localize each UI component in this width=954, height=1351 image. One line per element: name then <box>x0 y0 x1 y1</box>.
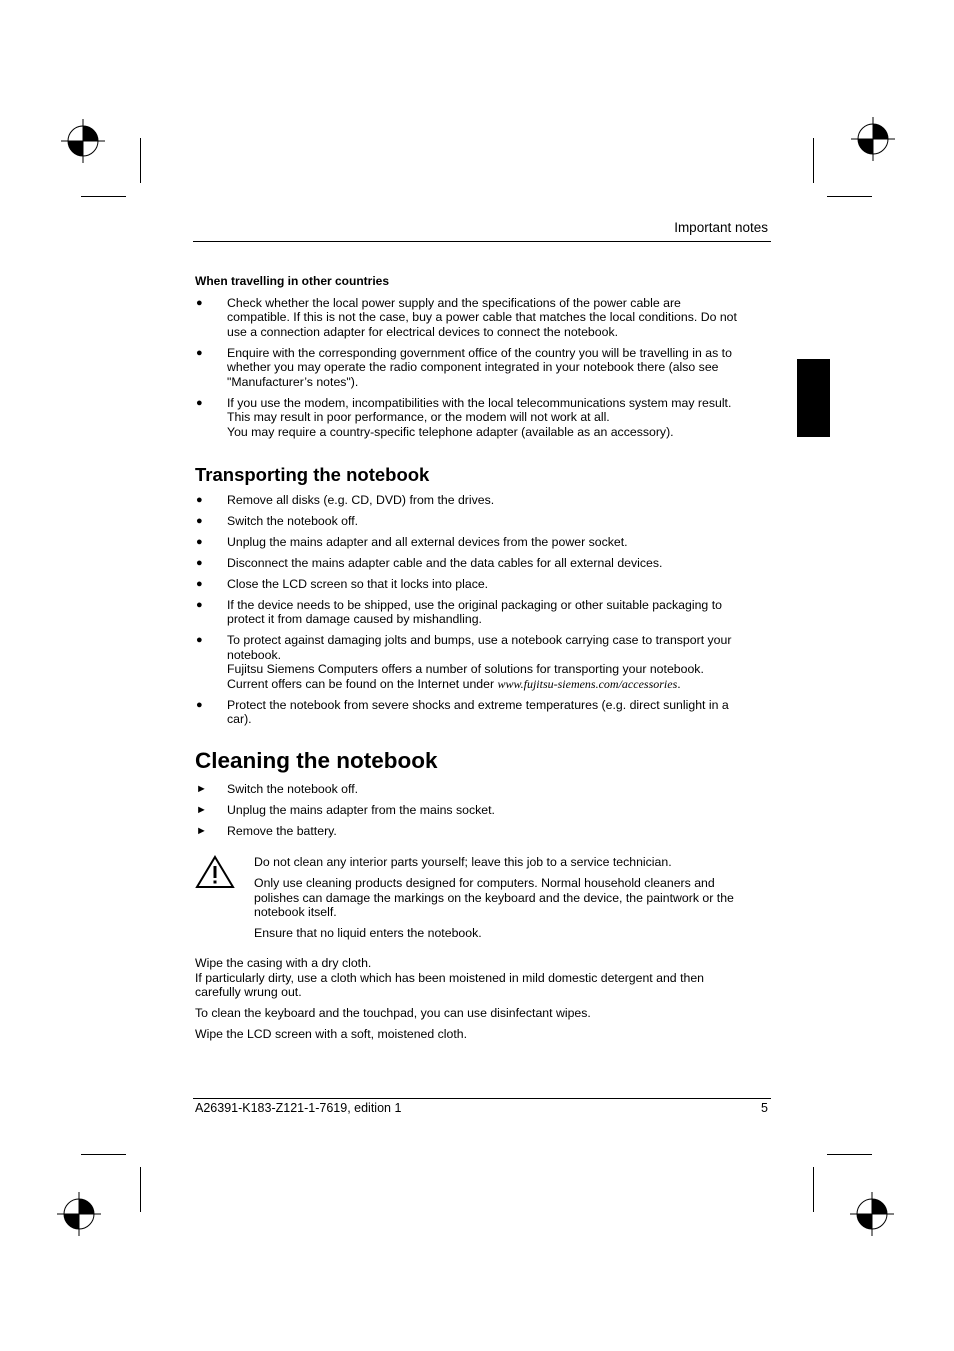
bullet-icon: ● <box>196 296 203 309</box>
chapter-thumb-tab <box>797 359 830 437</box>
paragraph: To clean the keyboard and the touchpad, you can use disinfectant wipes. <box>195 1006 591 1020</box>
cleaning-heading: Cleaning the notebook <box>195 748 438 773</box>
warning-box <box>195 855 765 941</box>
bullet-icon: ● <box>196 396 203 409</box>
list-item: ● If you use the modem, incompatibilities with the local telecommunications system may result. This may result in poor performance, or the modem will not work at all. You may require a country-specific telephone adapter (available as an accessory). <box>196 395 732 439</box>
header-rule <box>193 241 771 242</box>
crop-line <box>140 1167 141 1212</box>
crop-line <box>140 138 141 183</box>
list-item: ► Remove the battery. <box>196 824 337 838</box>
bullet-icon: ● <box>196 598 203 611</box>
footer-rule <box>193 1098 771 1099</box>
registration-mark-bottom-right <box>850 1192 894 1236</box>
step-arrow-icon: ► <box>196 804 207 816</box>
transport-list <box>195 493 765 727</box>
warning-text: Only use cleaning products designed for computers. Normal household cleaners and polishes can damage the markings on the keyboard and the device, the paintwork or the notebook itself. <box>254 876 734 919</box>
list-item: ● Enquire with the corresponding government office of the country you will be travelling in as to whether you may operate the radio component integrated in your notebook there (also see "Manufacturer’s notes"). <box>196 345 732 389</box>
list-item: ● Remove all disks (e.g. CD, DVD) from the drives. <box>196 492 495 507</box>
bullet-icon: ● <box>196 698 203 711</box>
running-header: Important notes <box>674 220 768 235</box>
step-arrow-icon: ► <box>196 825 207 837</box>
warning-text: Ensure that no liquid enters the notebook. <box>254 926 482 940</box>
registration-mark-top-left <box>61 119 105 163</box>
list-item: ● Close the LCD screen so that it locks into place. <box>196 576 489 591</box>
crop-line <box>81 196 126 197</box>
paragraph: Wipe the casing with a dry cloth. If particularly dirty, use a cloth which has been moistened in mild domestic detergent and then carefully wrung out. <box>195 956 704 999</box>
page-content <box>195 274 765 1048</box>
page-number: 5 <box>761 1101 768 1115</box>
crop-line <box>81 1154 126 1155</box>
bullet-icon: ● <box>196 577 203 590</box>
travel-list <box>195 296 765 440</box>
crop-line <box>813 1167 814 1212</box>
paragraph: Wipe the LCD screen with a soft, moistened cloth. <box>195 1027 468 1041</box>
warning-icon <box>195 855 235 889</box>
registration-mark-top-right <box>851 117 895 161</box>
list-item: ● Switch the notebook off. <box>196 513 359 528</box>
list-item: ● Unplug the mains adapter and all external devices from the power socket. <box>196 534 628 549</box>
bullet-icon: ● <box>196 346 203 359</box>
document-id: A26391-K183-Z121-1-7619, edition 1 <box>195 1101 402 1115</box>
travel-heading: When travelling in other countries <box>195 274 390 288</box>
list-item: ● To protect against damaging jolts and bumps, use a notebook carrying case to transport your notebook. Fujitsu Siemens Computers offers a number of solutions for transporting your notebook. Current offers can be found on the Internet under www.fujitsu-siemens.com/accessories. <box>196 633 732 691</box>
list-item: ● Protect the notebook from severe shocks and extreme temperatures (e.g. direct sunlight in a car). <box>196 697 729 726</box>
crop-line <box>827 196 872 197</box>
cleaning-steps <box>195 782 765 839</box>
accessories-url[interactable]: www.fujitsu-siemens.com/accessories <box>497 676 678 691</box>
registration-mark-bottom-left <box>57 1192 101 1236</box>
list-item: ► Switch the notebook off. <box>196 782 359 796</box>
bullet-icon: ● <box>196 556 203 569</box>
bullet-icon: ● <box>196 634 203 646</box>
list-item: ► Unplug the mains adapter from the mains socket. <box>196 803 495 817</box>
bullet-icon: ● <box>196 514 203 527</box>
list-item: ● Disconnect the mains adapter cable and the data cables for all external devices. <box>196 555 663 570</box>
transport-heading: Transporting the notebook <box>195 463 430 485</box>
bullet-icon: ● <box>196 535 203 548</box>
step-arrow-icon: ► <box>196 783 207 795</box>
crop-line <box>827 1154 872 1155</box>
bullet-icon: ● <box>196 493 203 506</box>
list-item: ● If the device needs to be shipped, use the original packaging or other suitable packaging to protect it from damage caused by mishandling. <box>196 597 722 626</box>
crop-line <box>813 138 814 183</box>
list-item: ● Check whether the local power supply and the specifications of the power cable are compatible. If this is not the case, buy a power cable that matches the local conditions. Do not use a connection adapter for electrical devices to connect the notebook. <box>196 295 737 339</box>
warning-text: Do not clean any interior parts yourself; leave this job to a service technician. <box>254 855 672 869</box>
